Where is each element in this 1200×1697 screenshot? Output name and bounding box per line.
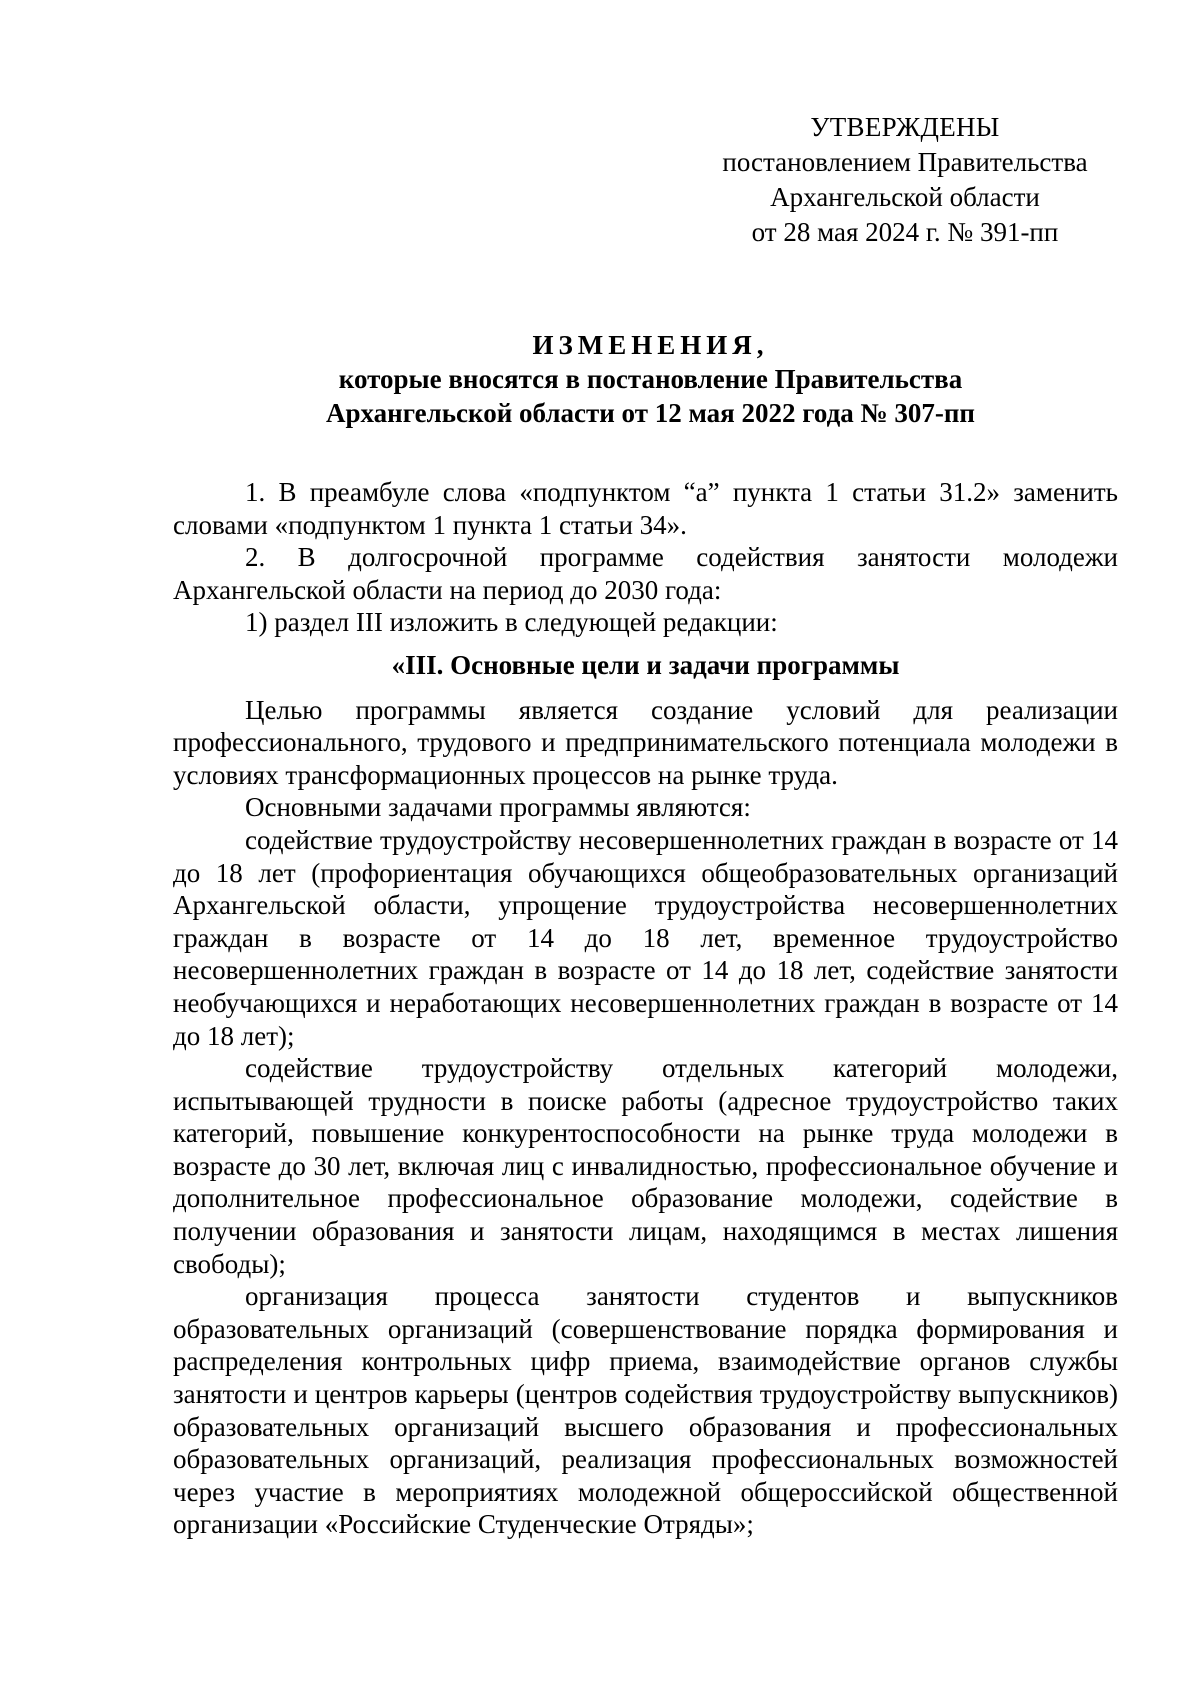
paragraph-6: содействие трудоустройству несовершеннолетних граждан в возрасте от 14 до 18 лет (профориентация обучающихся общеобразовательных организаций Архангельской области, упрощение трудоустройства несовершеннолетних граждан в возрасте от 14 до 18 лет, временное трудоустройство несовершеннолетних граждан в возрасте от 14 до 18 лет, содействие занятости необучающихся и неработающих несовершеннолетних граждан в возрасте от 14 до 18 лет); <box>173 824 1118 1051</box>
paragraph-8: организация процесса занятости студентов и выпускников образовательных организаций (совершенствование порядка формирования и распределения контрольных цифр приема, взаимодействие органов службы занятости и центров карьеры (центров содействия трудоустройству выпускников) образовательных организаций высшего образования и профессиональных образовательных организаций, реализация профессиональных возможностей через участие в мероприятиях молодежной общероссийской общественной организации «Российские Студенческие Отряды»; <box>173 1281 1118 1540</box>
approval-line-1: постановлением Правительства <box>722 147 1088 177</box>
paragraph-1: 1. В преамбуле слова «подпунктом “а” пункта 1 статьи 31.2» заменить словами «подпунктом 1 пункта 1 статьи 34». <box>173 477 1118 540</box>
document-subtitle-line-1: которые вносятся в постановление Правительства <box>338 364 963 394</box>
document-heading <box>173 328 1128 430</box>
approval-line-3: от 28 мая 2024 г. № 391-пп <box>751 217 1059 247</box>
document-body <box>173 476 1118 1541</box>
document-subtitle-line-2: Архангельской области от 12 мая 2022 года № 307-пп <box>326 398 975 428</box>
paragraph-4: Целью программы является создание условий для реализации профессионального, трудового и предпринимательского потенциала молодежи в условиях трансформационных процессов на рынке труда. <box>173 694 1118 790</box>
paragraph-3: 1) раздел III изложить в следующей редакции: <box>245 607 778 638</box>
paragraph-2: 2. В долгосрочной программе содействия занятости молодежи Архангельской области на период до 2030 года: <box>173 542 1118 605</box>
document-title: ИЗМЕНЕНИЯ, <box>532 330 769 360</box>
approval-stamp <box>690 110 1120 250</box>
paragraph-5: Основными задачами программы являются: <box>245 792 751 823</box>
section-heading: «III. Основные цели и задачи программы <box>391 649 900 680</box>
approval-line-2: Архангельской области <box>770 182 1040 212</box>
approval-title: УТВЕРЖДЕНЫ <box>810 112 1000 142</box>
paragraph-7: содействие трудоустройству отдельных категорий молодежи, испытывающей трудности в поиске работы (адресное трудоустройство таких категорий, повышение конкурентоспособности на рынке труда молодежи в возрасте до 30 лет, включая лиц с инвалидностью, профессиональное обучение и дополнительное профессиональное образование молодежи, содействие в получении образования и занятости лицам, находящимся в местах лишения свободы); <box>173 1053 1118 1279</box>
